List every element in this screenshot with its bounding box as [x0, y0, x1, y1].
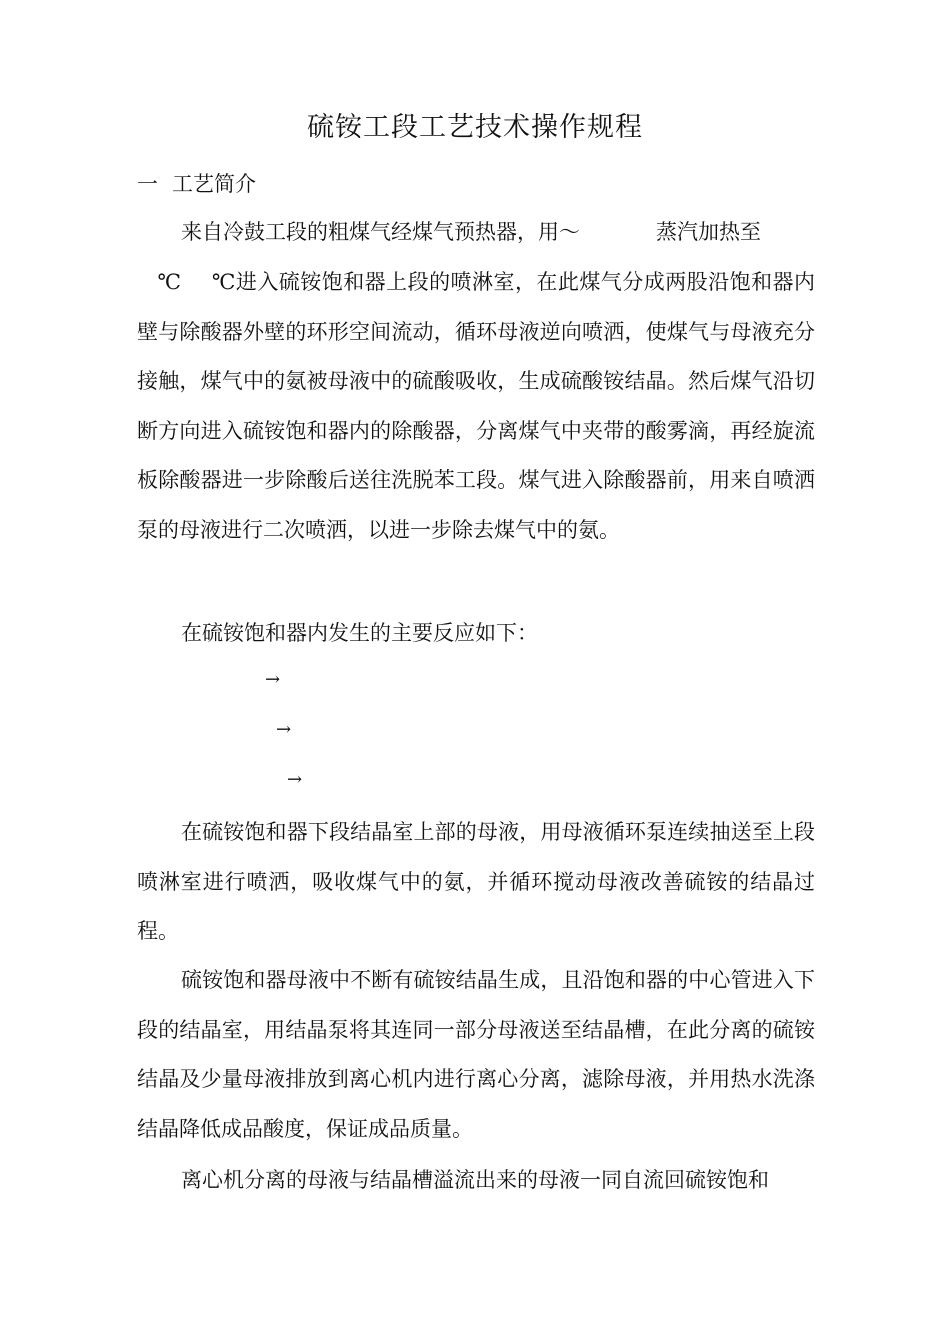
document-title: 硫铵工段工艺技术操作规程	[307, 112, 643, 143]
unit-celsius-2: ℃	[211, 270, 236, 294]
paragraph-circulation: 在硫铵饱和器下段结晶室上部的母液，用母液循环泵连续抽送至上段喷淋室进行喷洒，吸收煤气中的氨，并循环搅动母液改善硫铵的结晶过程。	[137, 820, 815, 944]
intro-paragraph	[137, 258, 815, 556]
paragraph-crystallization: 硫铵饱和器母液中不断有硫铵结晶生成，且沿饱和器的中心管进入下段的结晶室，用结晶泵将其连同一部分母液送至结晶槽，在此分离的硫铵结晶及少量母液排放到离心机内进行离心分离，滤除母液，并用热水洗涤结晶降低成品酸度，保证成品质量。	[137, 968, 815, 1141]
reactions-intro: 在硫铵饱和器内发生的主要反应如下：	[181, 621, 538, 645]
intro-body: 进入硫铵饱和器上段的喷淋室，在此煤气分成两股沿饱和器内壁与除酸器外壁的环形空间流动，循环母液逆向喷洒，使煤气与母液充分接触，煤气中的氨被母液中的硫酸吸收，生成硫酸铵结晶。然后煤气沿切断方向进入硫铵饱和器内的除酸器，分离煤气中夹带的酸雾滴，再经旋流板除酸器进一步除酸后送往洗脱苯工段。煤气进入除酸器前，用来自喷洒泵的母液进行二次喷洒，以进一步除去煤气中的氨。	[137, 270, 816, 542]
section-title: 工艺简介	[172, 172, 256, 196]
reaction-arrow-1: →	[265, 669, 281, 690]
reaction-arrow-2: →	[276, 719, 292, 740]
unit-celsius-1: ℃	[157, 270, 182, 294]
paragraph-centrifuge: 离心机分离的母液与结晶槽溢流出来的母液一同自流回硫铵饱和	[181, 1168, 769, 1192]
intro-text-part1: 来自冷鼓工段的粗煤气经煤气预热器，用～	[181, 220, 580, 244]
intro-line-1	[137, 208, 815, 258]
reaction-arrow-3: →	[287, 769, 303, 790]
section-number: 一	[137, 172, 158, 196]
section-heading	[137, 167, 256, 201]
intro-text-part2: 蒸汽加热至	[656, 220, 761, 244]
